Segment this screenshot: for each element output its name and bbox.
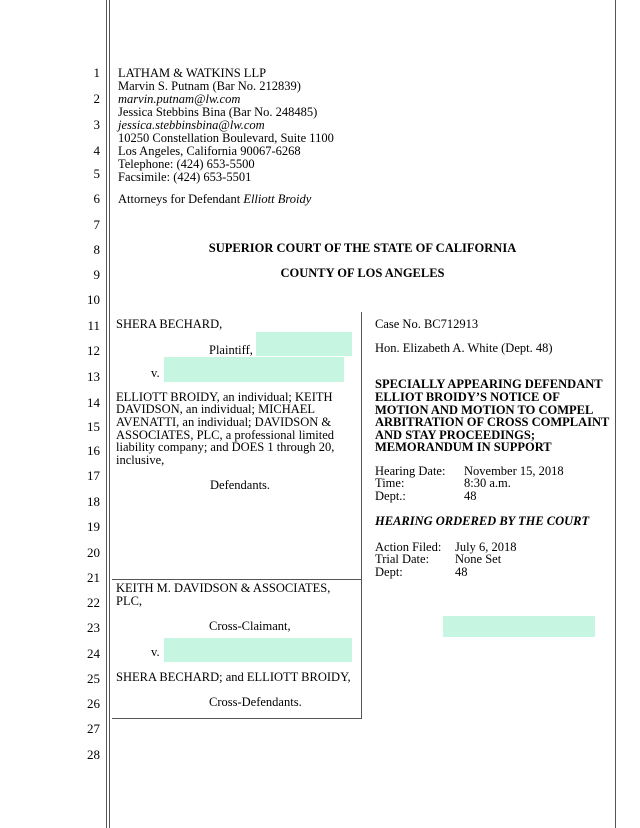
defendants-role: Defendants.	[210, 478, 271, 492]
line-number: 17	[87, 468, 100, 483]
line-number: 1	[93, 65, 100, 80]
line-number: 9	[93, 267, 100, 282]
line-number: 26	[87, 696, 100, 711]
address-line-2: Los Angeles, California 90067-6268	[118, 144, 301, 158]
line-number: 12	[87, 343, 100, 358]
line-number: 3	[93, 117, 100, 132]
line-number: 24	[87, 646, 100, 661]
email-2: jessica.stebbinsbina@lw.com	[118, 118, 265, 132]
line-number: 6	[93, 191, 100, 206]
cross-claimant-name: PLC,	[116, 594, 143, 608]
plaintiff-role: Plaintiff,	[209, 343, 253, 357]
cross-claimant-role: Cross-Claimant,	[209, 619, 291, 633]
action-filed-value: July 6, 2018	[455, 540, 517, 554]
action-filed-label: Action Filed:	[375, 540, 442, 554]
line-number: 28	[87, 747, 100, 762]
judge: Hon. Elizabeth A. White (Dept. 48)	[375, 341, 553, 355]
cross-defendants-name: SHERA BECHARD; and ELLIOTT BROIDY,	[116, 670, 351, 684]
time-value: 8:30 a.m.	[464, 476, 511, 490]
dept-value: 48	[464, 489, 477, 503]
hearing-date-label: Hearing Date:	[375, 464, 446, 478]
document-title-line: MEMORANDUM IN SUPPORT	[375, 440, 552, 454]
line-number: 7	[93, 217, 100, 232]
firm-name: LATHAM & WATKINS LLP	[118, 66, 267, 80]
court-name: SUPERIOR COURT OF THE STATE OF CALIFORNIA	[208, 241, 517, 255]
trial-date-value: None Set	[455, 552, 502, 566]
line-number: 27	[87, 721, 100, 736]
document-title-line: SPECIALLY APPEARING DEFENDANT	[375, 377, 603, 391]
left-margin-rule-inner	[109, 0, 110, 828]
versus-label: v.	[151, 366, 160, 380]
versus-label: v.	[151, 645, 160, 659]
line-number: 22	[87, 595, 100, 610]
line-number: 15	[87, 419, 100, 434]
caption-vertical-rule	[361, 312, 362, 719]
line-number: 21	[87, 570, 100, 585]
document-title-line: MOTION AND MOTION TO COMPEL	[375, 403, 594, 417]
line-number: 20	[87, 545, 100, 560]
court-county: COUNTY OF LOS ANGELES	[280, 266, 445, 280]
plaintiff-name: SHERA BECHARD,	[116, 317, 223, 331]
line-number: 8	[93, 242, 100, 257]
defendants-line: DAVIDSON, an individual; MICHAEL	[116, 402, 316, 416]
attorney-1: Marvin S. Putnam (Bar No. 212839)	[118, 79, 301, 93]
line-number: 11	[87, 318, 100, 333]
line-number: 19	[87, 519, 100, 534]
cross-claimant-name: KEITH M. DAVIDSON & ASSOCIATES,	[116, 581, 331, 595]
dept2-label: Dept:	[375, 565, 403, 579]
dept-label: Dept.:	[375, 489, 406, 503]
dept2-value: 48	[455, 565, 468, 579]
document-title-line: AND STAY PROCEEDINGS;	[375, 428, 535, 442]
defendants-line: ASSOCIATES, PLC, a professional limited	[116, 428, 335, 442]
cross-defendants-role: Cross-Defendants.	[209, 695, 302, 709]
caption-bottom-rule	[112, 718, 361, 719]
facsimile: Facsimile: (424) 653-5501	[118, 170, 252, 184]
redaction-highlight	[256, 332, 352, 356]
attorneys-for	[118, 193, 311, 206]
email-1: marvin.putnam@lw.com	[118, 92, 241, 106]
document-title-line: ARBITRATION OF CROSS COMPLAINT	[375, 415, 610, 429]
line-number: 25	[87, 671, 100, 686]
redaction-highlight	[443, 616, 595, 637]
hearing-ordered: HEARING ORDERED BY THE COURT	[375, 514, 590, 528]
attorneys-for-prefix: Attorneys for Defendant	[118, 192, 244, 206]
redaction-highlight	[164, 638, 352, 662]
line-number: 18	[87, 494, 100, 509]
caption-divider	[112, 579, 361, 580]
trial-date-label: Trial Date:	[375, 552, 430, 566]
line-number: 23	[87, 620, 100, 635]
redaction-highlight	[164, 357, 344, 382]
line-number: 10	[87, 292, 100, 307]
defendants-line: AVENATTI, an individual; DAVIDSON &	[116, 415, 332, 429]
line-number: 4	[93, 143, 100, 158]
attorney-2: Jessica Stebbins Bina (Bar No. 248485)	[118, 105, 318, 119]
defendants-line: inclusive,	[116, 453, 165, 467]
right-margin-rule	[615, 0, 616, 828]
case-number: Case No. BC712913	[375, 317, 479, 331]
line-number: 5	[93, 166, 100, 181]
line-number: 14	[87, 395, 100, 410]
telephone: Telephone: (424) 653-5500	[118, 157, 255, 171]
line-number: 13	[87, 369, 100, 384]
address-line-1: 10250 Constellation Boulevard, Suite 1100	[118, 131, 334, 145]
line-number: 2	[93, 91, 100, 106]
left-margin-rule	[106, 0, 107, 828]
hearing-date-value: November 15, 2018	[464, 464, 564, 478]
document-title-line: ELLIOT BROIDY’S NOTICE OF	[375, 390, 560, 404]
time-label: Time:	[375, 476, 405, 490]
defendants-line: ELLIOTT BROIDY, an individual; KEITH	[116, 390, 333, 404]
line-number: 16	[87, 443, 100, 458]
defendants-line: liability company; and DOES 1 through 20,	[116, 440, 335, 454]
attorneys-for-client: Elliott Broidy	[243, 192, 312, 206]
